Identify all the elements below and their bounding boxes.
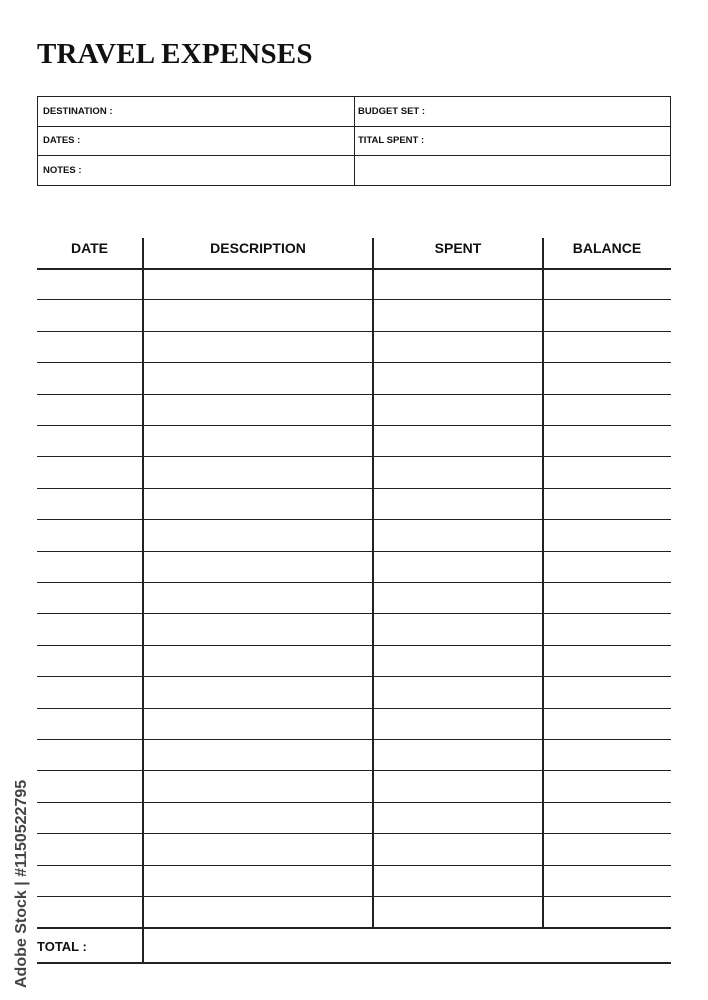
spent-cell[interactable] bbox=[374, 772, 542, 800]
date-cell[interactable] bbox=[37, 364, 142, 392]
total-spent-label: TITAL SPENT : bbox=[358, 135, 425, 146]
description-cell[interactable] bbox=[144, 521, 372, 549]
date-cell[interactable] bbox=[37, 898, 142, 926]
spent-cell[interactable] bbox=[374, 867, 542, 895]
row-rule bbox=[37, 394, 671, 395]
spent-cell[interactable] bbox=[374, 710, 542, 738]
header-description: DESCRIPTION bbox=[210, 240, 306, 256]
description-cell[interactable] bbox=[144, 301, 372, 329]
balance-cell[interactable] bbox=[544, 804, 670, 832]
row-rule bbox=[37, 456, 671, 457]
date-cell[interactable] bbox=[37, 741, 142, 769]
balance-cell[interactable] bbox=[544, 772, 670, 800]
date-cell[interactable] bbox=[37, 710, 142, 738]
spent-cell[interactable] bbox=[374, 553, 542, 581]
spent-cell[interactable] bbox=[374, 615, 542, 643]
balance-cell[interactable] bbox=[544, 678, 670, 706]
destination-label: DESTINATION : bbox=[43, 106, 113, 117]
spent-cell[interactable] bbox=[374, 678, 542, 706]
description-cell[interactable] bbox=[144, 741, 372, 769]
row-rule bbox=[37, 802, 671, 803]
description-cell[interactable] bbox=[144, 710, 372, 738]
balance-cell[interactable] bbox=[544, 898, 670, 926]
description-cell[interactable] bbox=[144, 867, 372, 895]
spent-cell[interactable] bbox=[374, 584, 542, 612]
date-cell[interactable] bbox=[37, 270, 142, 298]
balance-cell[interactable] bbox=[544, 458, 670, 486]
date-cell[interactable] bbox=[37, 333, 142, 361]
date-cell[interactable] bbox=[37, 678, 142, 706]
date-cell[interactable] bbox=[37, 458, 142, 486]
date-cell[interactable] bbox=[37, 301, 142, 329]
row-rule bbox=[37, 739, 671, 740]
balance-cell[interactable] bbox=[544, 301, 670, 329]
row-rule bbox=[37, 362, 671, 363]
spent-cell[interactable] bbox=[374, 427, 542, 455]
notes-label: NOTES : bbox=[43, 165, 82, 176]
row-rule bbox=[37, 896, 671, 897]
balance-cell[interactable] bbox=[544, 490, 670, 518]
row-rule bbox=[37, 833, 671, 834]
balance-cell[interactable] bbox=[544, 710, 670, 738]
row-rule bbox=[37, 425, 671, 426]
spent-cell[interactable] bbox=[374, 270, 542, 298]
dates-label: DATES : bbox=[43, 135, 81, 146]
date-cell[interactable] bbox=[37, 521, 142, 549]
spent-cell[interactable] bbox=[374, 333, 542, 361]
description-cell[interactable] bbox=[144, 647, 372, 675]
description-cell[interactable] bbox=[144, 772, 372, 800]
spent-cell[interactable] bbox=[374, 647, 542, 675]
balance-cell[interactable] bbox=[544, 333, 670, 361]
description-cell[interactable] bbox=[144, 396, 372, 424]
balance-cell[interactable] bbox=[544, 270, 670, 298]
balance-cell[interactable] bbox=[544, 867, 670, 895]
date-cell[interactable] bbox=[37, 867, 142, 895]
spent-cell[interactable] bbox=[374, 835, 542, 863]
spent-cell[interactable] bbox=[374, 898, 542, 926]
date-cell[interactable] bbox=[37, 490, 142, 518]
description-cell[interactable] bbox=[144, 490, 372, 518]
balance-cell[interactable] bbox=[544, 427, 670, 455]
spent-cell[interactable] bbox=[374, 458, 542, 486]
row-rule bbox=[37, 770, 671, 771]
description-cell[interactable] bbox=[144, 427, 372, 455]
date-cell[interactable] bbox=[37, 772, 142, 800]
row-rule bbox=[37, 582, 671, 583]
page-title: TRAVEL EXPENSES bbox=[37, 38, 313, 70]
date-cell[interactable] bbox=[37, 835, 142, 863]
total-label: TOTAL : bbox=[37, 939, 87, 954]
date-cell[interactable] bbox=[37, 584, 142, 612]
description-cell[interactable] bbox=[144, 678, 372, 706]
spent-cell[interactable] bbox=[374, 521, 542, 549]
row-rule bbox=[37, 865, 671, 866]
description-cell[interactable] bbox=[144, 333, 372, 361]
budget-label: BUDGET SET : bbox=[358, 106, 426, 117]
description-cell[interactable] bbox=[144, 364, 372, 392]
row-rule bbox=[37, 551, 671, 552]
spent-cell[interactable] bbox=[374, 364, 542, 392]
date-cell[interactable] bbox=[37, 396, 142, 424]
date-cell[interactable] bbox=[37, 553, 142, 581]
header-date: DATE bbox=[70, 240, 109, 256]
description-cell[interactable] bbox=[144, 458, 372, 486]
balance-cell[interactable] bbox=[544, 396, 670, 424]
description-cell[interactable] bbox=[144, 615, 372, 643]
total-value-field[interactable] bbox=[144, 932, 670, 961]
watermark-text: Adobe Stock | #1150522795 bbox=[13, 779, 30, 988]
balance-cell[interactable] bbox=[544, 553, 670, 581]
description-cell[interactable] bbox=[144, 553, 372, 581]
trip-info-box bbox=[37, 96, 671, 186]
description-cell[interactable] bbox=[144, 584, 372, 612]
header-spent: SPENT bbox=[434, 240, 482, 256]
row-rule bbox=[37, 299, 671, 300]
spent-cell[interactable] bbox=[374, 301, 542, 329]
balance-cell[interactable] bbox=[544, 364, 670, 392]
description-cell[interactable] bbox=[144, 898, 372, 926]
balance-cell[interactable] bbox=[544, 584, 670, 612]
date-cell[interactable] bbox=[37, 647, 142, 675]
balance-cell[interactable] bbox=[544, 741, 670, 769]
description-cell[interactable] bbox=[144, 270, 372, 298]
stock-watermark bbox=[10, 760, 34, 990]
table-bottom-rule bbox=[37, 927, 671, 929]
balance-cell[interactable] bbox=[544, 521, 670, 549]
spent-cell[interactable] bbox=[374, 396, 542, 424]
row-rule bbox=[37, 519, 671, 520]
info-column-divider bbox=[354, 97, 355, 185]
date-cell[interactable] bbox=[37, 615, 142, 643]
balance-cell[interactable] bbox=[544, 615, 670, 643]
row-rule bbox=[37, 645, 671, 646]
balance-cell[interactable] bbox=[544, 835, 670, 863]
description-cell[interactable] bbox=[144, 835, 372, 863]
row-rule bbox=[37, 488, 671, 489]
date-cell[interactable] bbox=[37, 427, 142, 455]
description-cell[interactable] bbox=[144, 804, 372, 832]
spent-cell[interactable] bbox=[374, 804, 542, 832]
spent-cell[interactable] bbox=[374, 490, 542, 518]
row-rule bbox=[37, 613, 671, 614]
row-rule bbox=[37, 676, 671, 677]
total-bottom-rule bbox=[37, 962, 671, 964]
spent-cell[interactable] bbox=[374, 741, 542, 769]
balance-cell[interactable] bbox=[544, 647, 670, 675]
date-cell[interactable] bbox=[37, 804, 142, 832]
header-balance: BALANCE bbox=[572, 240, 642, 256]
row-rule bbox=[37, 708, 671, 709]
row-rule bbox=[37, 331, 671, 332]
